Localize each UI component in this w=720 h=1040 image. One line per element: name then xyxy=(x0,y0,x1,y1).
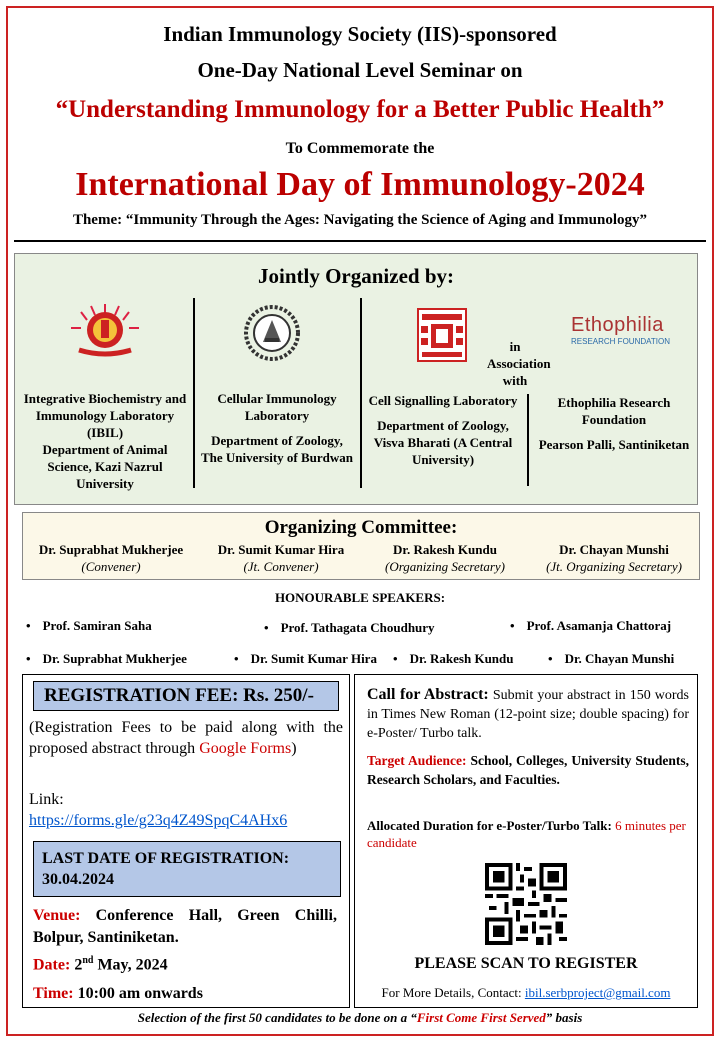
fee-note-text: (Registration Fees to be paid along with the proposed abstract through xyxy=(29,719,343,757)
date-suffix: nd xyxy=(82,955,94,966)
event-title: International Day of Immunology-2024 xyxy=(75,166,645,203)
seminar-title: “Understanding Immunology for a Better Public Health” xyxy=(55,96,665,123)
target-audience xyxy=(367,751,689,789)
speaker-item: • Dr. Chayan Munshi xyxy=(548,651,674,667)
duration-value: 6 minutes per candidate xyxy=(367,818,686,850)
member-role: (Jt. Convener) xyxy=(243,559,319,574)
venue-value: Conference Hall, Green Chilli, Bolpur, Santiniketan. xyxy=(33,907,337,946)
member-name: Dr. Rakesh Kundu xyxy=(393,542,497,557)
divider xyxy=(14,240,706,242)
visva-bharati-logo xyxy=(417,308,467,362)
date-label: Date: xyxy=(33,956,71,974)
venue xyxy=(33,905,337,949)
speaker-item: • Dr. Sumit Kumar Hira xyxy=(234,651,377,667)
date-rest: May, 2024 xyxy=(97,956,168,974)
footer-highlight: First Come First Served xyxy=(416,1010,546,1025)
org-name: Ethophilia Research Foundation xyxy=(557,395,671,427)
association-label: in Association with xyxy=(487,339,551,388)
committee-title: Organizing Committee: xyxy=(264,517,458,538)
registration-link[interactable]: https://forms.gle/g23q4Z49SpqC4AHx6 xyxy=(29,812,288,829)
speaker-item: • Dr. Suprabhat Mukherjee xyxy=(26,651,187,667)
org-burdwan xyxy=(199,390,355,466)
org-name: Integrative Biochemistry and Immunology Laboratory (IBIL) xyxy=(23,391,187,440)
scan-to-register: PLEASE SCAN TO REGISTER xyxy=(414,955,638,972)
column-divider xyxy=(193,298,195,488)
link-label: Link: xyxy=(29,791,64,808)
event-date xyxy=(33,955,168,974)
org-dept: Pearson Palli, Santiniketan xyxy=(538,437,690,452)
selection-note xyxy=(0,1010,720,1026)
theme-line: Theme: “Immunity Through the Ages: Navigating the Science of Aging and Immunology” xyxy=(72,212,648,228)
contact-line xyxy=(355,985,697,1001)
google-forms-link[interactable]: Google Forms xyxy=(199,740,292,757)
speakers-title: HONOURABLE SPEAKERS: xyxy=(274,590,446,605)
org-visva-bharati xyxy=(367,392,519,468)
time-value: 10:00 am onwards xyxy=(77,985,203,1002)
last-date-label: LAST DATE OF REGISTRATION: xyxy=(42,850,290,867)
organizing-committee-panel xyxy=(22,512,700,580)
member-role: (Jt. Organizing Secretary) xyxy=(546,559,682,574)
fee-note xyxy=(29,717,343,759)
speaker-item: • Dr. Rakesh Kundu xyxy=(393,651,514,667)
abstract-text: Submit your abstract in 150 words in Times New Roman (12-point size; double spacing) for e-Poster/ Turbo talk. xyxy=(367,688,689,741)
date-day: 2 xyxy=(74,956,83,974)
column-divider xyxy=(360,298,362,488)
member-name: Dr. Chayan Munshi xyxy=(559,542,669,557)
abstract-panel xyxy=(354,674,698,1008)
jointly-title: Jointly Organized by: xyxy=(257,264,454,288)
last-date-box xyxy=(33,841,341,897)
fee-note-end: ) xyxy=(291,740,297,757)
column-divider xyxy=(527,394,529,486)
footer-text: Selection of the first 50 candidates to be done on a “ xyxy=(137,1010,417,1025)
sponsor-line: Indian Immunology Society (IIS)-sponsored xyxy=(163,22,557,46)
ethophilia-logo-subtitle: RESEARCH FOUNDATION xyxy=(571,337,670,346)
speaker-item: • Prof. Tathagata Choudhury xyxy=(264,620,435,636)
venue-label: Venue: xyxy=(33,907,81,924)
contact-email-link[interactable]: ibil.serbproject@gmail.com xyxy=(524,985,671,1000)
university-of-burdwan-logo xyxy=(241,304,303,362)
registration-panel xyxy=(22,674,350,1008)
org-dept: Department of Zoology, The University of Burdwan xyxy=(200,433,354,465)
member-name: Dr. Suprabhat Mukherjee xyxy=(38,542,184,557)
contact-label: For More Details, Contact: xyxy=(381,985,522,1000)
ethophilia-logo xyxy=(571,314,691,346)
audience-label: Target Audience: xyxy=(367,753,467,768)
member-role: (Organizing Secretary) xyxy=(385,559,505,574)
ethophilia-logo-text: Ethophilia xyxy=(571,314,664,336)
duration-label: Allocated Duration for e-Poster/Turbo Talk: xyxy=(367,818,612,833)
kazi-nazrul-university-logo xyxy=(67,300,143,360)
org-dept: Department of Animal Science, Kazi Nazrul University xyxy=(42,442,168,491)
org-ibil xyxy=(19,390,191,492)
audience-value: School, Colleges, University Students, Research Scholars, and Faculties. xyxy=(367,753,690,787)
member-role: (Convener) xyxy=(81,559,141,574)
speaker-item: • Prof. Samiran Saha xyxy=(26,618,152,634)
committee-member xyxy=(201,541,361,575)
org-ethophilia xyxy=(533,394,695,453)
time-label: Time: xyxy=(33,985,74,1002)
event-time xyxy=(33,985,203,1003)
jointly-organized-panel xyxy=(14,253,698,505)
registration-qr-code[interactable] xyxy=(485,863,567,945)
seminar-line: One-Day National Level Seminar on xyxy=(197,58,523,82)
committee-member xyxy=(25,541,197,575)
org-dept: Department of Zoology, Visva Bharati (A Central University) xyxy=(373,418,513,467)
committee-member xyxy=(529,541,699,575)
last-date-value: 30.04.2024 xyxy=(42,871,114,888)
abstract-heading: Call for Abstract: xyxy=(367,686,489,703)
footer-end: ” basis xyxy=(545,1010,583,1025)
commemorate-line: To Commemorate the xyxy=(285,140,435,157)
org-name: Cellular Immunology Laboratory xyxy=(217,391,337,423)
committee-member xyxy=(365,541,525,575)
call-for-abstract xyxy=(367,685,689,743)
allocated-duration xyxy=(367,817,689,851)
registration-fee: REGISTRATION FEE: Rs. 250/- xyxy=(33,681,339,711)
member-name: Dr. Sumit Kumar Hira xyxy=(217,542,345,557)
speaker-item: • Prof. Asamanja Chattoraj xyxy=(510,618,671,634)
org-name: Cell Signalling Laboratory xyxy=(368,393,518,408)
